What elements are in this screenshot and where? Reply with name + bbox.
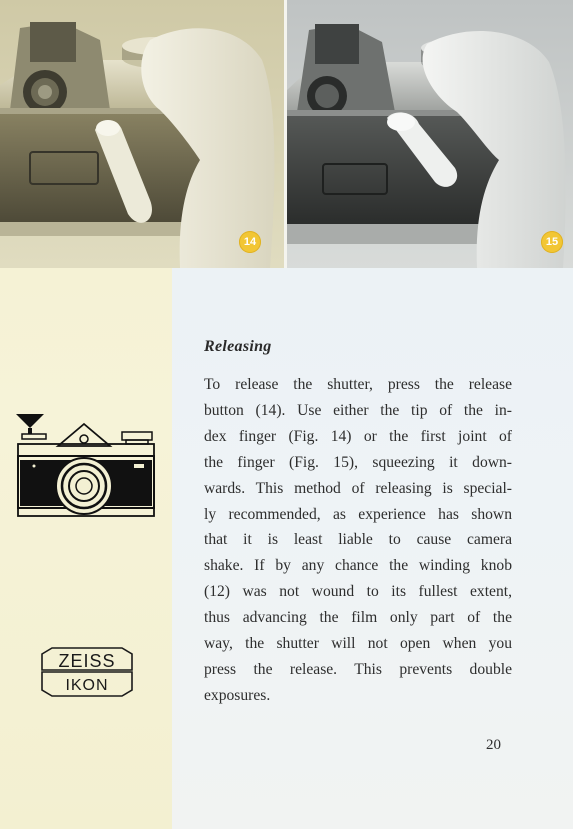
body-line: wards. This method of releasing is special-	[204, 479, 512, 497]
body-line: button (14). Use either the tip of the in-	[204, 401, 512, 419]
camera-illustration	[14, 414, 158, 524]
body-line: shake. If by any chance the winding knob	[204, 557, 512, 575]
figure-15-badge: 15	[541, 231, 563, 253]
body-line: exposures.	[204, 686, 271, 704]
section-heading: Releasing	[204, 338, 272, 355]
logo-zeiss-text: ZEISS	[58, 651, 116, 671]
figure-15-photo	[287, 0, 573, 268]
body-line: way, the shutter will not open when you	[204, 635, 512, 653]
body-line: thus advancing the film only part of the	[204, 609, 512, 627]
body-line: the finger (Fig. 15), squeezing it down-	[204, 453, 512, 471]
zeiss-ikon-logo	[40, 646, 134, 698]
logo-ikon-text: IKON	[65, 677, 109, 694]
page-number: 20	[486, 737, 501, 753]
body-line: press the release. This prevents double	[204, 660, 512, 678]
figure-14-badge: 14	[239, 231, 261, 253]
section-body	[204, 372, 512, 709]
body-line: (12) was not wound to its fullest extent,	[204, 583, 512, 601]
figure-14-photo	[0, 0, 284, 268]
body-line: that it is least liable to cause camera	[204, 531, 512, 549]
body-line: ly recommended, as experience has shown	[204, 505, 512, 523]
body-line: dex finger (Fig. 14) or the first joint of	[204, 427, 512, 445]
body-line: To release the shutter, press the release	[204, 376, 512, 393]
